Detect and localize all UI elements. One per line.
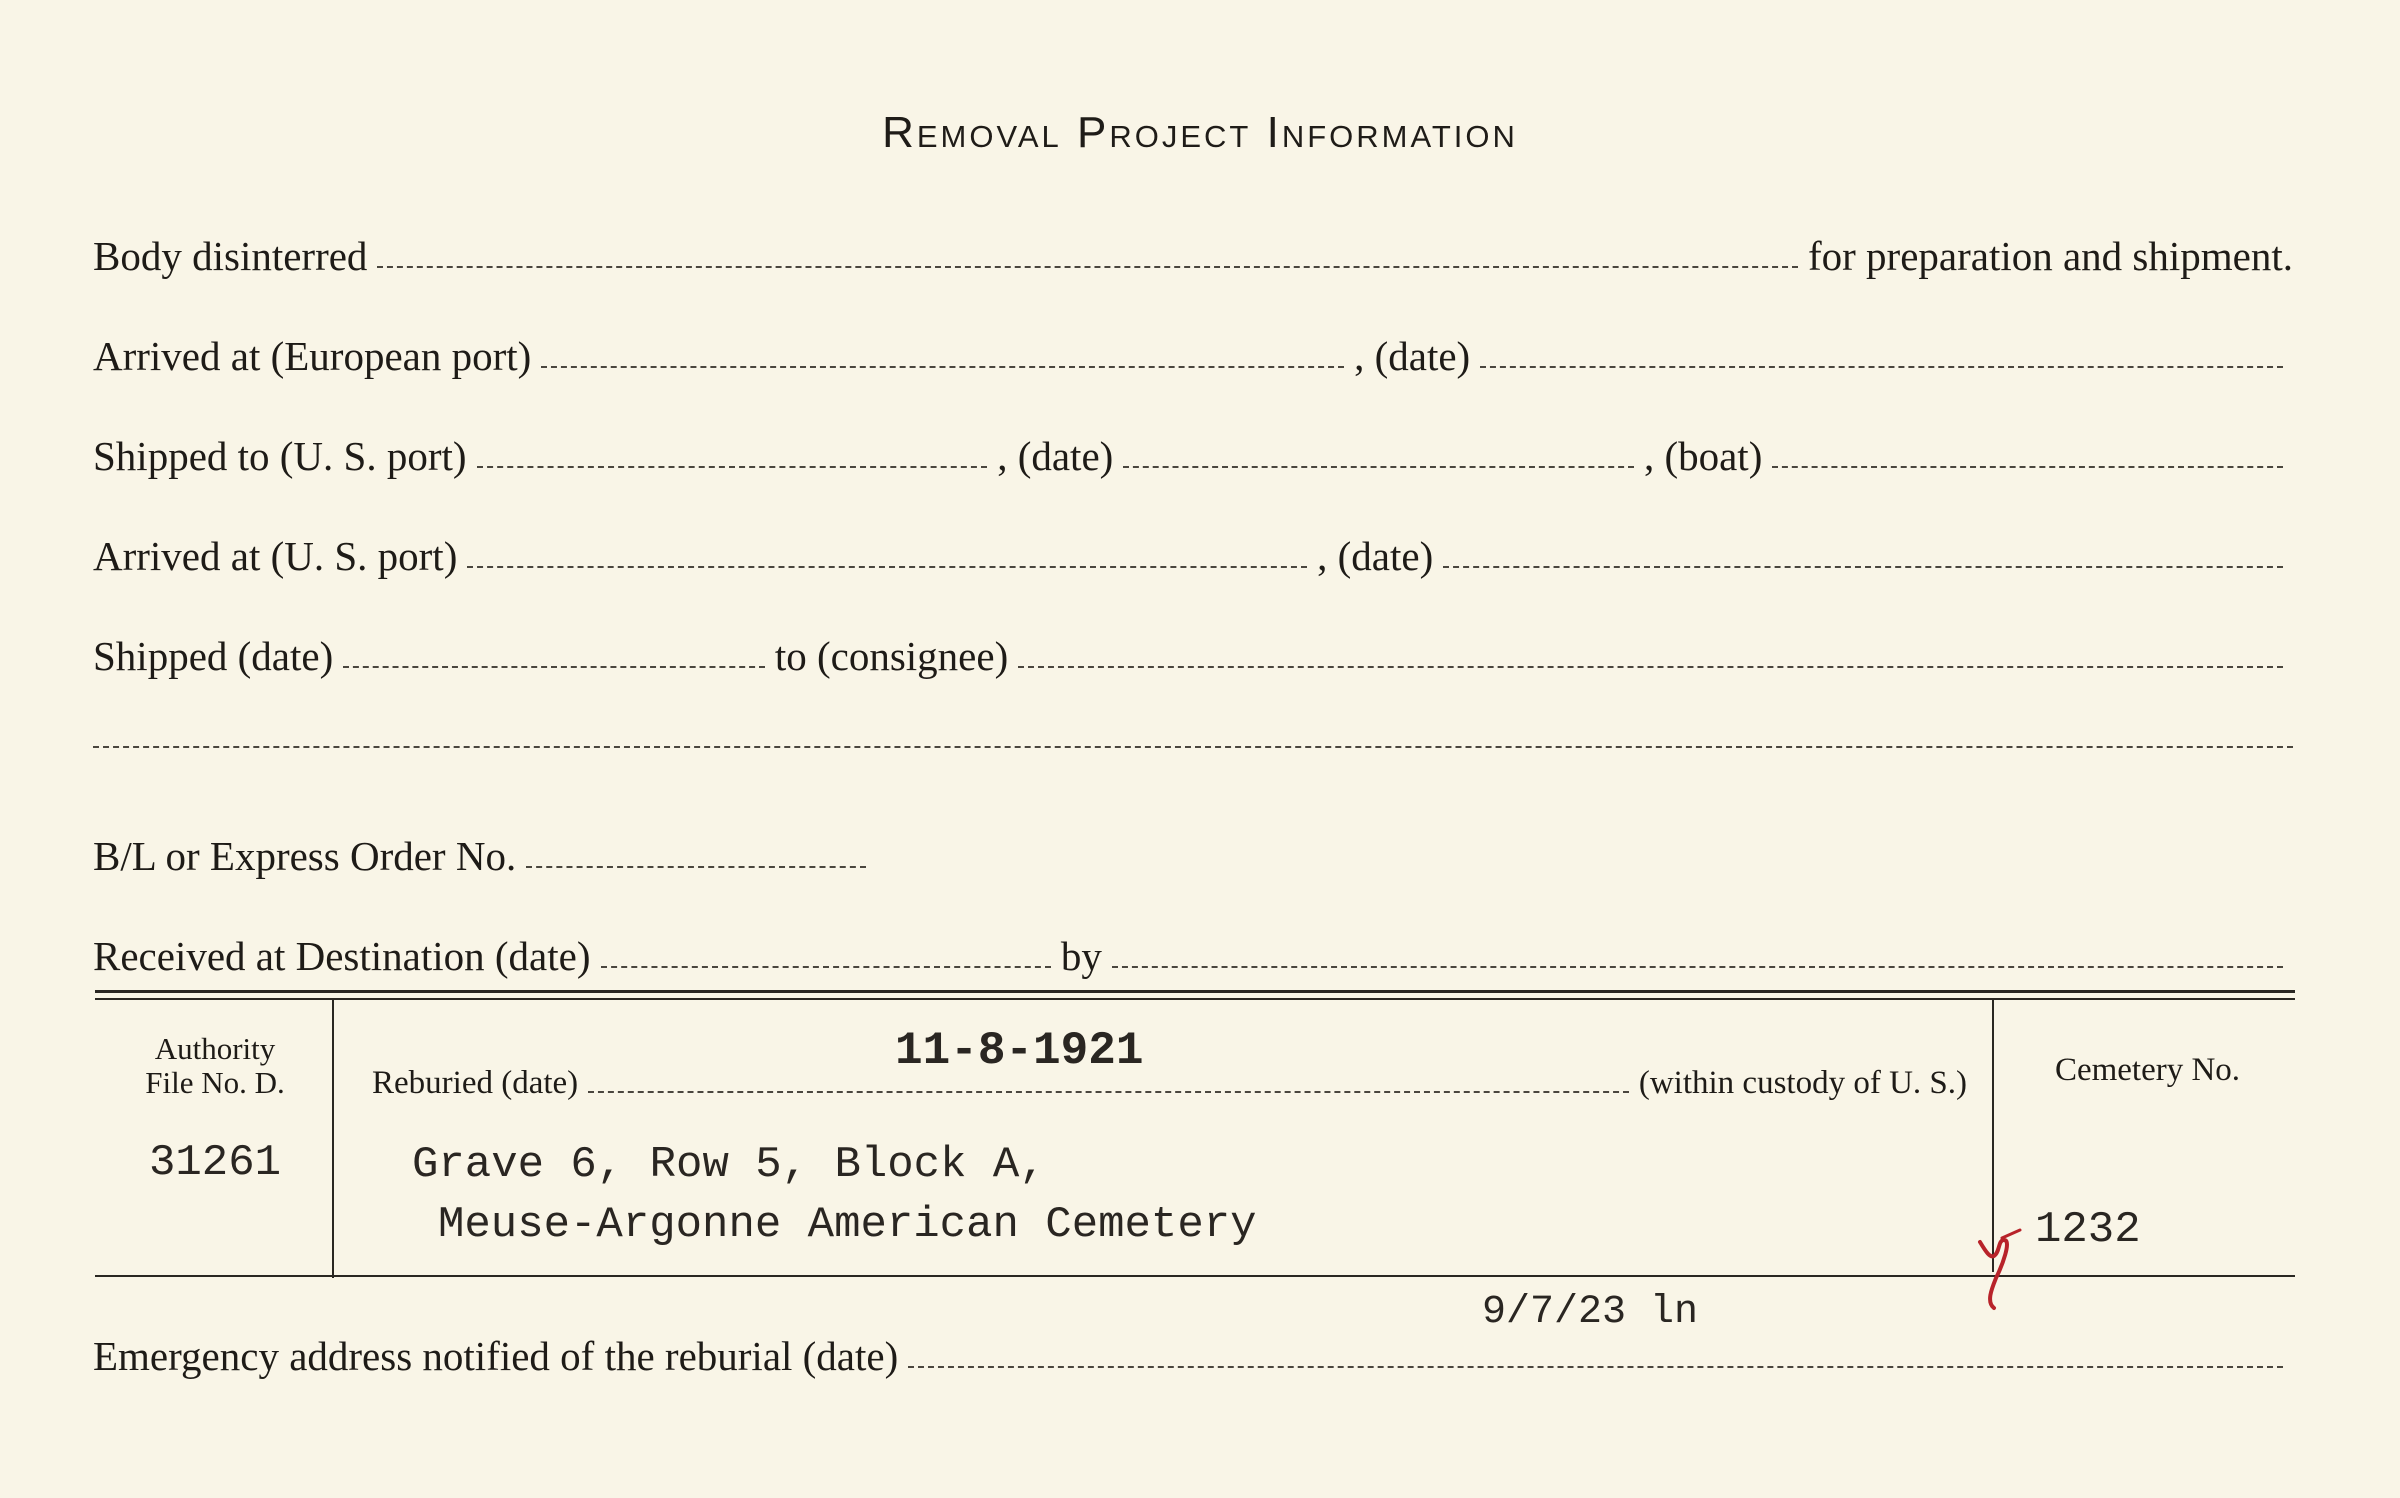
notified-date-value: 9/7/23 ln — [1482, 1290, 1699, 1335]
for-preparation-label: for preparation and shipment. — [1807, 233, 2293, 279]
arrived-us-label: Arrived at (U. S. port) — [93, 533, 458, 579]
reburied-date-value: 11-8-1921 — [895, 1025, 1144, 1077]
row-received-destination — [93, 920, 2293, 980]
within-custody-label: (within custody of U. S.) — [1638, 1065, 1967, 1101]
form-title: Removal Project Information — [882, 108, 1518, 157]
date-line-3 — [1443, 566, 2283, 568]
date-line-2 — [1123, 466, 1634, 468]
reburied-date-label: Reburied (date) — [372, 1065, 579, 1101]
file-no-label: File No. D. — [145, 1065, 285, 1100]
authority-label: Authority — [154, 1031, 276, 1066]
authority-file-block — [110, 1032, 320, 1100]
consignee-line — [1018, 666, 2283, 668]
row-body-disinterred — [93, 220, 2293, 280]
date-label-2: , (date) — [997, 433, 1114, 479]
emergency-label: Emergency address notified of the reburial (date) — [93, 1333, 899, 1379]
arrived-us-line — [467, 566, 1307, 568]
box-top-rule-inner — [95, 998, 2295, 1000]
body-disinterred-line — [377, 266, 1798, 268]
row-arrived-european — [93, 320, 2293, 380]
cemetery-no-label: Cemetery No. — [2054, 1052, 2241, 1088]
date-line-1 — [1480, 366, 2283, 368]
row-shipped-date — [93, 620, 2293, 680]
box-top-rule — [95, 990, 2295, 993]
shipped-date-label: Shipped (date) — [93, 633, 334, 679]
arrived-european-line — [541, 366, 1344, 368]
row-blank-continuation — [93, 700, 2293, 760]
row-bl-express — [93, 820, 2293, 880]
consignee-label: to (consignee) — [774, 633, 1009, 679]
row-emergency-address — [93, 1320, 2293, 1380]
shipped-us-line — [477, 466, 988, 468]
row-arrived-us — [93, 520, 2293, 580]
shipped-us-label: Shipped to (U. S. port) — [93, 433, 467, 479]
file-number-value: 31261 — [148, 1138, 282, 1188]
bl-express-label: B/L or Express Order No. — [93, 833, 517, 879]
box-bottom-rule — [95, 1275, 2295, 1277]
date-label-1: , (date) — [1354, 333, 1471, 379]
reburied-date-line — [588, 1091, 1629, 1093]
bl-express-line — [526, 866, 866, 868]
cemetery-number-value: 1232 — [2035, 1205, 2141, 1255]
row-shipped-us — [93, 420, 2293, 480]
body-disinterred-label: Body disinterred — [93, 233, 368, 279]
received-by-line — [1112, 966, 2283, 968]
shipped-date-line — [343, 666, 765, 668]
date-label-3: , (date) — [1317, 533, 1434, 579]
boat-label: , (boat) — [1643, 433, 1763, 479]
arrived-european-label: Arrived at (European port) — [93, 333, 532, 379]
row-reburied — [372, 1052, 1967, 1102]
grave-location-line2: Meuse-Argonne American Cemetery — [438, 1200, 1257, 1250]
emergency-date-line — [908, 1366, 2283, 1368]
received-date-line — [601, 966, 1051, 968]
by-label: by — [1060, 933, 1102, 979]
boat-line — [1772, 466, 2283, 468]
box-divider-left — [332, 1000, 334, 1278]
received-destination-label: Received at Destination (date) — [93, 933, 591, 979]
grave-location-line1: Grave 6, Row 5, Block A, — [412, 1140, 1046, 1190]
red-check-mark — [1972, 1222, 2032, 1312]
continuation-line — [93, 746, 2293, 748]
